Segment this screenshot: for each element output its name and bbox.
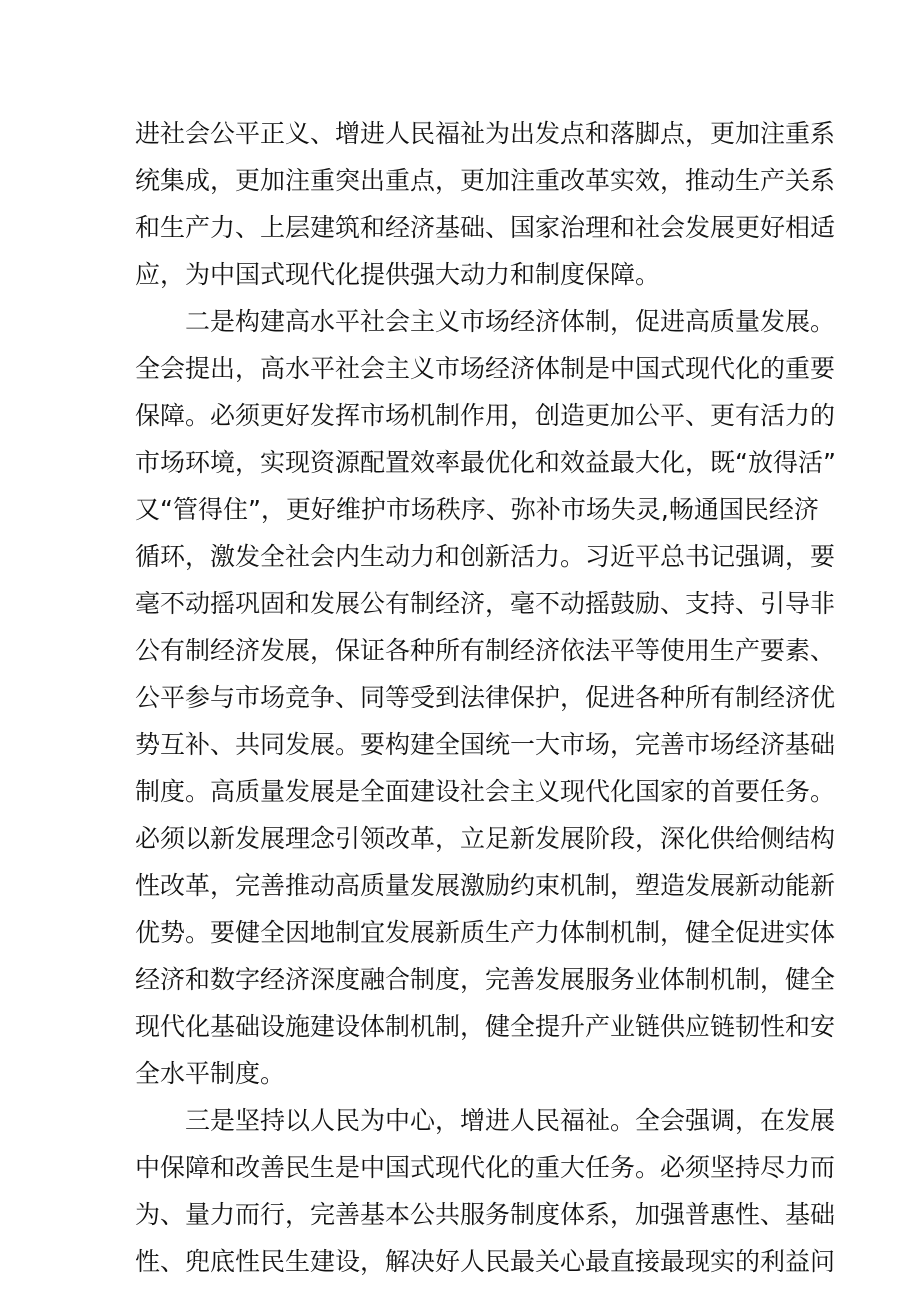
text-line: 又“管得住”，更好维护市场秩序、弥补市场失灵,畅通国民经济 [135, 495, 819, 524]
text-line: 经济和数字经济深度融合制度，完善发展服务业体制机制，健全 [135, 965, 836, 994]
text-line: 性改革，完善推动高质量发展激励约束机制，塑造发展新动能新 [135, 871, 836, 900]
text-line: 保障。必须更好发挥市场机制作用，创造更加公平、更有活力的 [135, 401, 836, 430]
text-line: 进社会公平正义、增进人民福祉为出发点和落脚点，更加注重系 [135, 119, 836, 148]
text-line: 统集成，更加注重突出重点，更加注重改革实效，推动生产关系 [135, 166, 836, 195]
text-line: 毫不动摇巩固和发展公有制经济，毫不动摇鼓励、支持、引导非 [135, 589, 836, 618]
text-line: 循环，激发全社会内生动力和创新活力。习近平总书记强调，要 [135, 542, 836, 571]
text-line: 现代化基础设施建设体制机制，健全提升产业链供应链韧性和安 [135, 1012, 836, 1041]
text-line: 全水平制度。 [135, 1059, 286, 1088]
text-line: 和生产力、上层建筑和经济基础、国家治理和社会发展更好相适 [135, 213, 836, 242]
text-line: 制度。高质量发展是全面建设社会主义现代化国家的首要任务。 [135, 777, 836, 806]
paragraph-start-line: 三是坚持以人民为中心，增进人民福祉。全会强调，在发展 [185, 1106, 836, 1135]
body-text [135, 110, 836, 1285]
text-line: 公有制经济发展，保证各种所有制经济依法平等使用生产要素、 [135, 636, 836, 665]
text-line: 市场环境，实现资源配置效率最优化和效益最大化，既“放得活” [135, 448, 836, 477]
text-line: 为、量力而行，完善基本公共服务制度体系，加强普惠性、基础 [135, 1200, 836, 1229]
text-line: 势互补、共同发展。要构建全国统一大市场，完善市场经济基础 [135, 730, 836, 759]
text-line: 必须以新发展理念引领改革，立足新发展阶段，深化供给侧结构 [135, 824, 836, 853]
text-line: 全会提出，高水平社会主义市场经济体制是中国式现代化的重要 [135, 354, 836, 383]
text-line: 优势。要健全因地制宜发展新质生产力体制机制，健全促进实体 [135, 918, 836, 947]
text-line: 公平参与市场竞争、同等受到法律保护，促进各种所有制经济优 [135, 683, 836, 712]
text-line: 性、兜底性民生建设，解决好人民最关心最直接最现实的利益问 [135, 1247, 836, 1276]
text-line: 中保障和改善民生是中国式现代化的重大任务。必须坚持尽力而 [135, 1153, 836, 1182]
paragraph-start-line: 二是构建高水平社会主义市场经济体制，促进高质量发展。 [185, 307, 836, 336]
text-line: 应，为中国式现代化提供强大动力和制度保障。 [135, 260, 661, 289]
